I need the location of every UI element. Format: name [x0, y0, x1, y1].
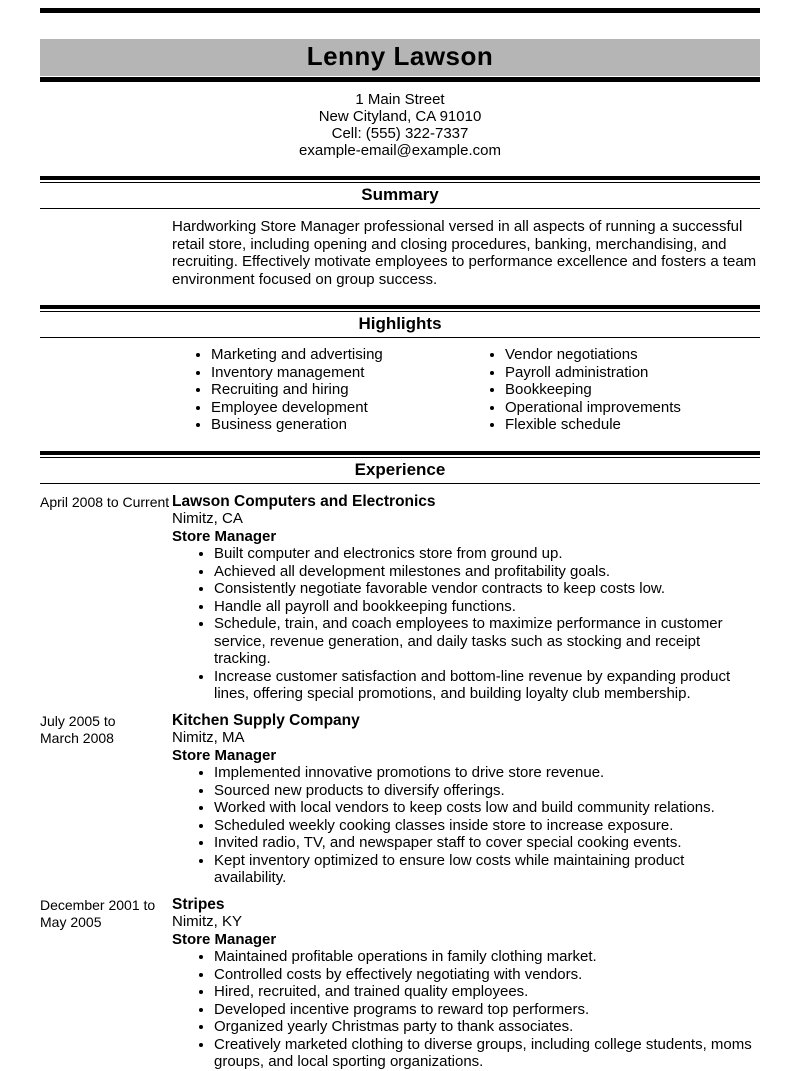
section-rule-heavy [40, 305, 760, 309]
highlights-columns [172, 346, 760, 434]
job-details [172, 493, 760, 703]
job-bullet: • Sourced new products to diversify offerings. [214, 782, 760, 800]
job-date-line: April 2008 to Current [40, 493, 170, 510]
job-date-line: December 2001 to [40, 896, 156, 913]
highlight-item: • Flexible schedule [505, 416, 760, 434]
highlights-title: Highlights [40, 312, 760, 338]
job-bullet: • Handle all payroll and bookkeeping functions. [214, 598, 760, 616]
contact-block [40, 91, 760, 159]
highlight-item: • Vendor negotiations [505, 346, 760, 364]
job-dates [40, 493, 172, 703]
job-date-line: July 2005 to [40, 712, 116, 729]
job-dates [40, 896, 172, 1071]
job-title: Store Manager [172, 930, 277, 948]
highlight-item: • Business generation [211, 416, 466, 434]
job-entry [40, 493, 760, 703]
job-bullet: • Hired, recruited, and trained quality employees. [214, 983, 760, 1001]
highlights-section-header [40, 305, 760, 338]
job-bullet: • Invited radio, TV, and newspaper staff to cover special cooking events. [214, 834, 760, 852]
section-rule-heavy [40, 176, 760, 180]
highlights-right-column [466, 346, 760, 434]
company-name: Lawson Computers and Electronics [172, 492, 436, 510]
candidate-name: Lenny Lawson [306, 41, 494, 71]
experience-section-header [40, 451, 760, 484]
job-details [172, 712, 760, 887]
job-bullet: • Scheduled weekly cooking classes inside store to increase exposure. [214, 817, 760, 835]
job-bullet: • Organized yearly Christmas party to thank associates. [214, 1018, 760, 1036]
job-bullet: • Controlled costs by effectively negotiating with vendors. [214, 966, 760, 984]
highlight-item: • Payroll administration [505, 364, 760, 382]
highlight-item: • Operational improvements [505, 399, 760, 417]
job-date-line: May 2005 [40, 913, 102, 930]
contact-line: example-email@example.com [299, 142, 501, 159]
job-bullets [172, 764, 760, 887]
highlights-left-column [172, 346, 466, 434]
top-divider [40, 8, 760, 13]
job-bullet: • Maintained profitable operations in family clothing market. [214, 948, 760, 966]
job-bullet: • Achieved all development milestones and profitability goals. [214, 563, 760, 581]
contact-line: New Cityland, CA 91010 [318, 108, 482, 125]
job-bullet: • Implemented innovative promotions to drive store revenue. [214, 764, 760, 782]
job-title: Store Manager [172, 746, 277, 764]
highlight-item: • Bookkeeping [505, 381, 760, 399]
job-bullet: • Schedule, train, and coach employees to maximize performance in customer service, revenue generation, and daily tasks such as stocking and receipt tracking. [214, 615, 760, 668]
highlight-item: • Marketing and advertising [211, 346, 466, 364]
highlight-item: • Recruiting and hiring [211, 381, 466, 399]
experience-title: Experience [40, 458, 760, 484]
highlight-item: • Inventory management [211, 364, 466, 382]
job-bullets [172, 545, 760, 703]
job-bullets [172, 948, 760, 1071]
job-bullet: • Developed incentive programs to reward top performers. [214, 1001, 760, 1019]
job-entry [40, 896, 760, 1071]
contact-line: Cell: (555) 322-7337 [331, 125, 469, 142]
job-details [172, 896, 760, 1071]
job-entry [40, 712, 760, 887]
summary-section-header [40, 176, 760, 209]
company-name: Kitchen Supply Company [172, 711, 360, 729]
name-banner-divider [40, 77, 760, 82]
job-bullet: • Creatively marketed clothing to diverse groups, including college students, moms groups, and local sporting organizations. [214, 1036, 760, 1071]
job-bullet: • Kept inventory optimized to ensure low costs while maintaining product availability. [214, 852, 760, 887]
job-title: Store Manager [172, 527, 277, 545]
highlight-item: • Employee development [211, 399, 466, 417]
name-banner [40, 39, 760, 76]
job-dates [40, 712, 172, 887]
contact-line: 1 Main Street [355, 91, 445, 108]
job-bullet: • Built computer and electronics store from ground up. [214, 545, 760, 563]
job-location: Nimitz, KY [172, 913, 243, 930]
summary-text: Hardworking Store Manager professional versed in all aspects of running a successful retail store, including opening and closing procedures, banking, merchandising, and recruiting. Effectively motivate employees to performance excellence and fosters a team environment focused on group success. [172, 218, 757, 288]
job-location: Nimitz, MA [172, 729, 245, 746]
job-bullet: • Increase customer satisfaction and bottom-line revenue by expanding product lines, offering special promotions, and building loyalty club membership. [214, 668, 760, 703]
summary-title: Summary [40, 183, 760, 209]
job-bullet: • Worked with local vendors to keep costs low and build community relations. [214, 799, 760, 817]
job-location: Nimitz, CA [172, 510, 243, 527]
section-rule-heavy [40, 451, 760, 455]
company-name: Stripes [172, 895, 225, 913]
job-bullet: • Consistently negotiate favorable vendor contracts to keep costs low. [214, 580, 760, 598]
job-date-line: March 2008 [40, 729, 114, 746]
